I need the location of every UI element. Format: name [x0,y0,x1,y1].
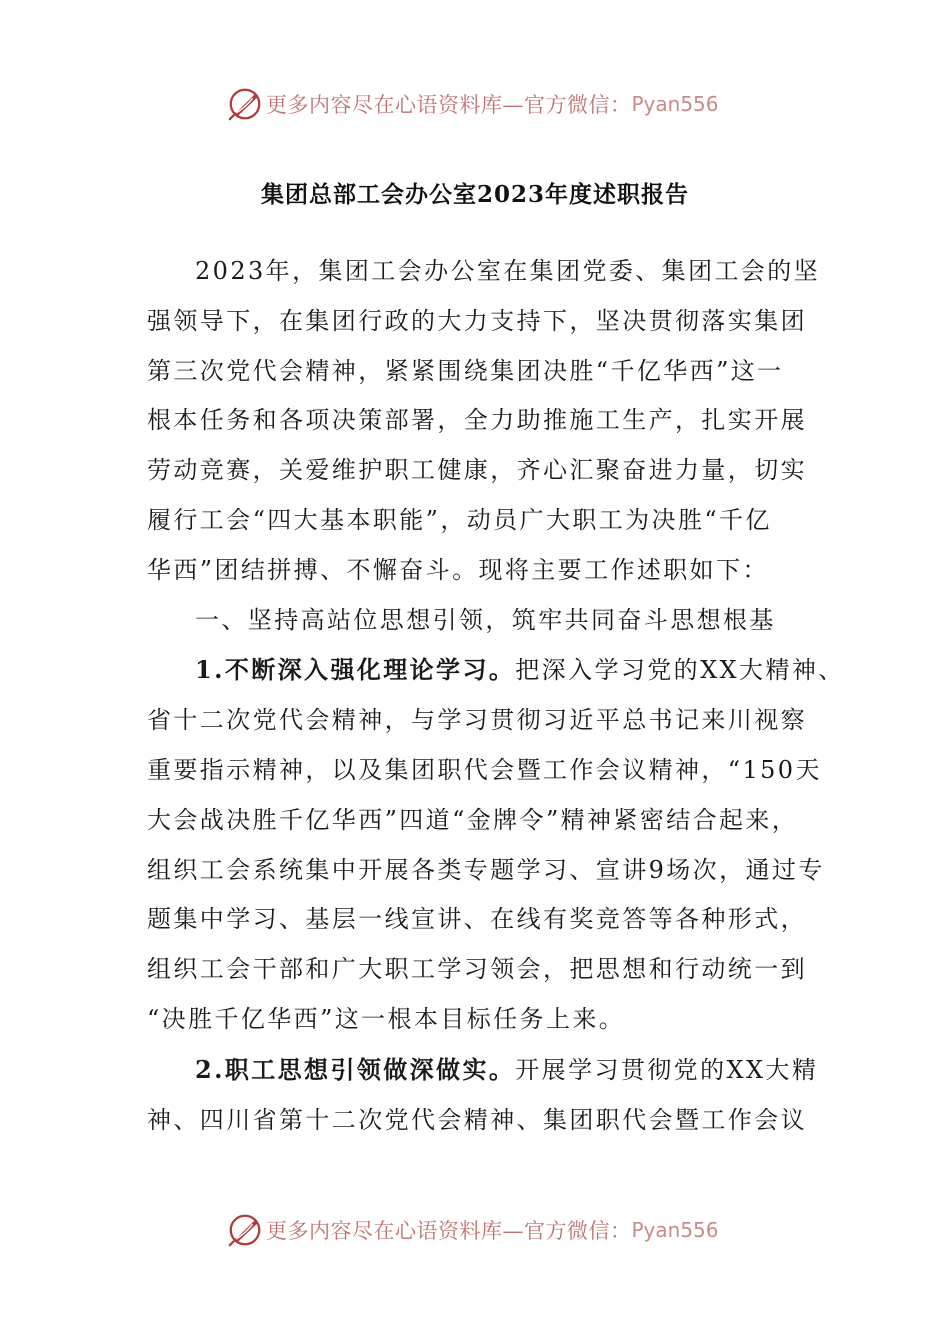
paragraph-line: 神、四川省第十二次党代会精神、集团职代会暨工作会议 [147,1105,807,1134]
paragraph-line: 强领导下，在集团行政的大力支持下，坚决贯彻落实集团 [147,306,807,335]
paragraph-line: 2023年，集团工会办公室在集团党委、集团工会的坚 [195,257,821,285]
banner-text: 更多内容尽在心语资料库—官方微信： [266,93,632,117]
document-title: 集团总部工会办公室2023年度述职报告 [260,181,689,208]
subsection-2-heading: 2.职工思想引领做深做实。 [195,1054,516,1084]
footer-banner [226,1210,719,1250]
quill-logo-icon [226,85,264,123]
paragraph-line: 重要指示精神，以及集团职代会暨工作会议精神，“150天 [147,755,822,784]
paragraph-line: 劳动竞赛，关爱维护职工健康，齐心汇聚奋进力量，切实 [147,456,807,485]
paragraph-line: 题集中学习、基层一线宣讲、在线有奖竞答等各种形式， [147,905,807,934]
paragraph-line: 第三次党代会精神，紧紧围绕集团决胜“千亿华西”这一 [147,356,784,385]
subsection-1-line [147,645,845,696]
subsection-2-text: 开展学习贯彻党的XX大精 [515,1055,819,1084]
paragraph-line: 大会战决胜千亿华西”四道“金牌令”精神紧密结合起来， [147,805,799,834]
document-body [147,247,845,1145]
paragraph-line: 根本任务和各项决策部署，全力助推施工生产，扎实开展 [147,406,807,435]
banner-wechat-id: Pyan556 [631,1218,719,1242]
header-banner [226,84,719,124]
quill-logo-icon [226,1211,264,1249]
paragraph-line: 履行工会“四大基本职能”，动员广大职工为决胜“千亿 [147,505,772,534]
paragraph-line: 华西”团结拼搏、不懈奋斗。现将主要工作述职如下： [147,555,769,584]
paragraph-line: 组织工会干部和广大职工学习领会，把思想和行动统一到 [147,955,807,984]
paragraph-line: 省十二次党代会精神，与学习贯彻习近平总书记来川视察 [147,706,807,735]
section-heading: 一、坚持高站位思想引领，筑牢共同奋斗思想根基 [195,605,776,634]
subsection-1-text: 把深入学习党的XX大精神、 [515,656,845,685]
paragraph-line: 组织工会系统集中开展各类专题学习、宣讲9场次，通过专 [147,855,825,884]
subsection-2-line [147,1045,819,1096]
subsection-1-heading: 1.不断深入强化理论学习。 [195,655,516,685]
banner-text: 更多内容尽在心语资料库—官方微信： [266,1219,632,1243]
banner-wechat-id: Pyan556 [631,92,719,116]
paragraph-line: “决胜千亿华西”这一根本目标任务上来。 [147,1004,626,1033]
